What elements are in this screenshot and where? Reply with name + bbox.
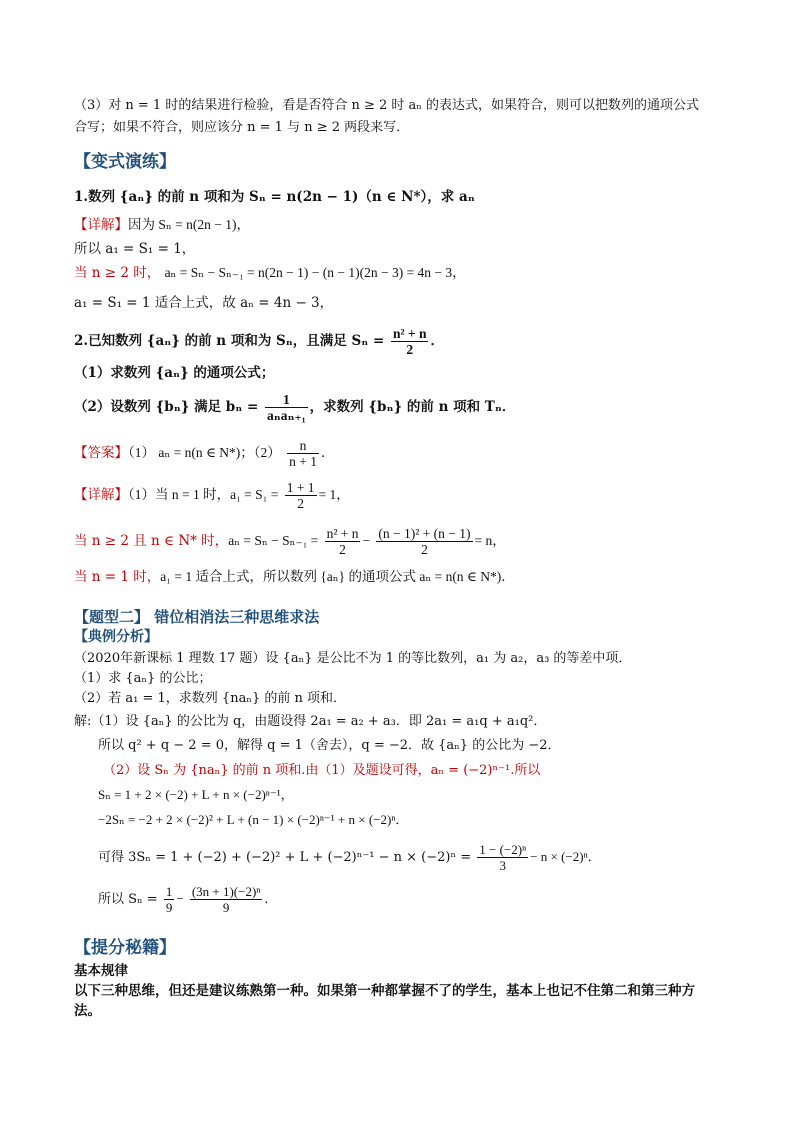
- problem-1-detail-line-1: [74, 216, 250, 234]
- fraction-result: [190, 884, 263, 915]
- formula: aₙ = Sₙ − Sₙ₋₁ = n(2n − 1) − (n − 1)(2n − 3) = 4n − 3，: [164, 265, 466, 280]
- numerator: 1 + 1: [286, 480, 315, 495]
- problem-3-part-2: （2）若 a₁ = 1，求数列 {naₙ} 的前 n 项和．: [74, 691, 346, 706]
- formula-lhs: aₙ = Sₙ − Sₙ₋₁ =: [228, 533, 319, 548]
- denominator: n + 1: [289, 454, 317, 469]
- minus-sign: −: [176, 891, 184, 906]
- q-pre: 2.已知数列 {aₙ} 的前 n 项和为 Sₙ，且满足 Sₙ =: [74, 333, 385, 349]
- detail-text: （1）当 n = 1 时，a₁ = S₁ =: [128, 487, 279, 502]
- problem-1-detail-line-2: 所以 a₁ = S₁ = 1，: [74, 241, 196, 257]
- fraction-sn: [391, 326, 429, 357]
- solution-line-3: （2）设 Sₙ 为 {naₙ} 的前 n 项和.由（1）及题设可得，aₙ = (−2)ⁿ⁻¹.所以: [103, 763, 541, 778]
- intro-line-1: （3）对 n = 1 时的结果进行检验，看是否符合 n ≥ 2 时 aₙ 的表达式，如果符合，则可以把数列的通项公式: [74, 98, 700, 113]
- intro-line-2: 合写；如果不符合，则应该分 n = 1 与 n ≥ 2 两段来写．: [74, 120, 410, 135]
- answer-post: ．: [320, 445, 335, 461]
- denominator: aₙaₙ₊₁: [266, 408, 306, 423]
- case-label: 当 n ≥ 2 且 n ∈ N* 时，: [74, 533, 229, 549]
- denominator: 2: [297, 496, 304, 511]
- problem-1-question: 1.数列 {aₙ} 的前 n 项和为 Sₙ = n(2n − 1)（n ∈ N*），求 aₙ: [74, 189, 475, 205]
- line-post: ．: [264, 891, 278, 906]
- problem-1-detail-line-3: [74, 264, 466, 282]
- case-label: 当 n = 1 时，: [74, 569, 161, 585]
- problem-1-detail-line-4: a₁ = S₁ = 1 适合上式，故 aₙ = 4n − 3，: [74, 295, 334, 311]
- numerator: 1: [265, 392, 308, 408]
- fraction-geometric-sum: [477, 842, 528, 873]
- fraction-one-ninth: [164, 884, 175, 915]
- problem-2-part-2: [74, 392, 515, 423]
- fraction-sn-1: [376, 526, 472, 557]
- denominator: 2: [339, 542, 346, 557]
- answer-tag: 【答案】: [74, 445, 128, 461]
- numerator: 1 − (−2)ⁿ: [479, 842, 527, 857]
- denominator: 2: [421, 542, 428, 557]
- section-title-type-two: 【题型二】 错位相消法三种思维求法: [74, 608, 320, 626]
- solution-line-5: −2Sₙ = −2 + 2 × (−2)² + L + (n − 1) × (−2)ⁿ⁻¹ + n × (−2)ⁿ．: [98, 812, 409, 827]
- case-label: 当 n ≥ 2 时，: [74, 265, 161, 281]
- solution-line-4: Sₙ = 1 + 2 × (−2) + L + n × (−2)ⁿ⁻¹，: [98, 787, 294, 802]
- denominator: 3: [499, 858, 506, 873]
- problem-2-answer: [74, 438, 334, 469]
- numerator: n² + n: [326, 526, 359, 541]
- fraction-sn: [325, 526, 361, 557]
- line-pre: 可得 3Sₙ = 1 + (−2) + (−2)² + L + (−2)ⁿ⁻¹ − n × (−2)ⁿ =: [98, 850, 472, 865]
- fraction-bn: [265, 392, 308, 423]
- problem-2-question: [74, 326, 444, 357]
- denominator: 2: [406, 342, 414, 357]
- basic-rule-heading: 基本规律: [74, 963, 128, 979]
- tips-body-line-2: 法。: [74, 1003, 101, 1019]
- denominator: 9: [222, 900, 230, 915]
- problem-2-detail-line-1: [74, 480, 350, 511]
- fraction-answer: [287, 438, 319, 469]
- numerator: (n − 1)² + (n − 1): [378, 526, 471, 541]
- minus-sign: −: [362, 533, 371, 548]
- problem-3-stem: （2020年新课标 1 理数 17 题）设 {aₙ} 是公比不为 1 的等比数列，a₁ 为 a₂，a₃ 的等差中项．: [74, 651, 632, 666]
- tips-body-line-1: 以下三种思维，但还是建议练熟第一种。如果第一种都掌握不了的学生，基本上也记不住第二和第三种方: [74, 983, 695, 999]
- answer-text: （1） aₙ = n(n ∈ N*)；（2）: [128, 445, 281, 460]
- problem-2-part-1: （1）求数列 {aₙ} 的通项公式；: [74, 365, 275, 381]
- numerator: 1: [165, 884, 173, 899]
- section-title-variant-practice: 【变式演练】: [74, 152, 176, 172]
- conclusion: a₁ = 1 适合上式，所以数列 {aₙ} 的通项公式 aₙ = n(n ∈ N*)．: [160, 569, 515, 584]
- problem-2-detail-line-3: [74, 568, 515, 586]
- solution-line-7: [98, 884, 277, 915]
- line-pre: 所以 Sₙ =: [98, 892, 158, 907]
- solution-line-6: [98, 842, 601, 873]
- q-post: ．: [430, 333, 444, 349]
- numerator: (3n + 1)(−2)ⁿ: [191, 884, 261, 899]
- section-title-tips: 【提分秘籍】: [74, 938, 176, 958]
- denominator: 9: [165, 900, 173, 915]
- solution-line-2: 所以 q² + q − 2 = 0，解得 q = 1（舍去），q = −2．故 {aₙ} 的公比为 −2．: [98, 738, 561, 753]
- section-subtitle-example: 【典例分析】: [74, 629, 158, 645]
- detail-tag: 【详解】: [74, 487, 128, 503]
- problem-2-detail-line-2: [74, 526, 506, 557]
- problem-3-part-1: （1）求 {aₙ} 的公比；: [74, 671, 212, 686]
- numerator: n: [287, 438, 319, 454]
- line-post: − n × (−2)ⁿ．: [530, 849, 601, 864]
- q2-post: ，求数列 {bₙ} 的前 n 项和 Tₙ．: [309, 399, 516, 415]
- numerator: n² + n: [392, 326, 427, 341]
- q2-pre: （2）设数列 {bₙ} 满足 bₙ =: [74, 399, 259, 415]
- formula-post: = n，: [474, 533, 506, 548]
- fraction-a1: [285, 480, 317, 511]
- detail-post: = 1，: [318, 487, 350, 502]
- detail-tag: 【详解】: [74, 217, 128, 233]
- solution-line-1: 解:（1）设 {aₙ} 的公比为 q，由题设得 2a₁ = a₂ + a₃．即 2a₁ = a₁q + a₁q²．: [74, 714, 547, 729]
- detail-text: 因为 Sₙ = n(2n − 1)，: [128, 217, 250, 232]
